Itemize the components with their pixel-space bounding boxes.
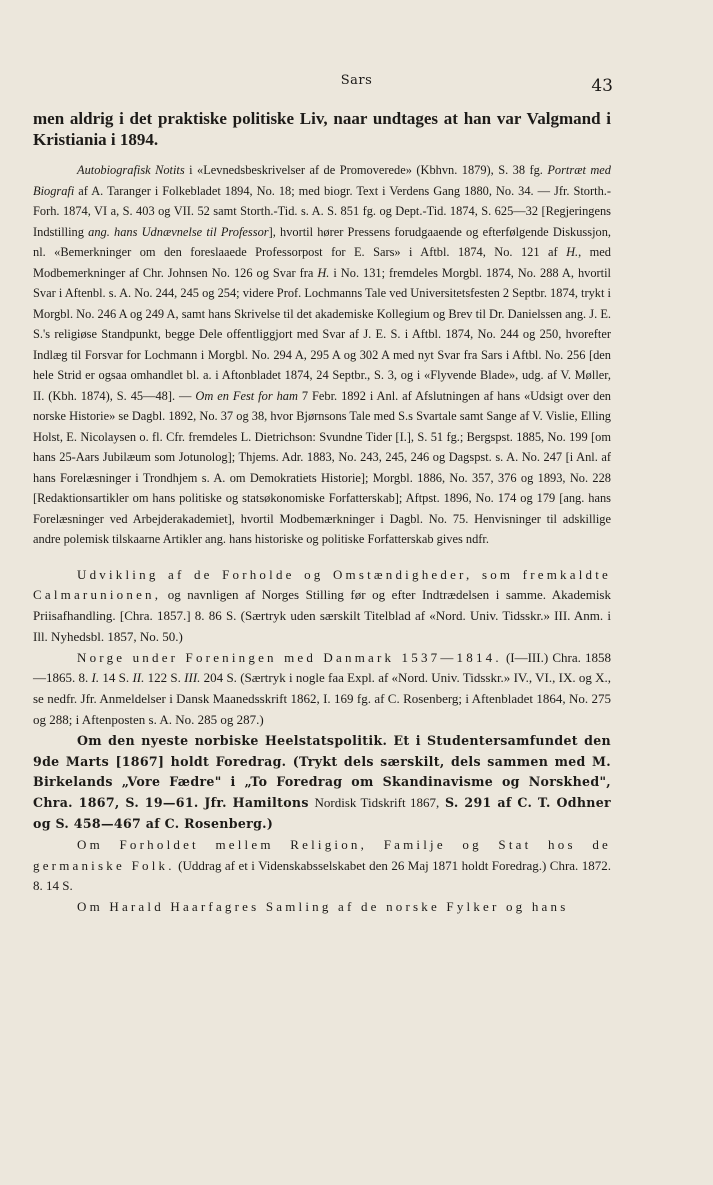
entry-title: Om Harald Haarfagres Samling af de norske Fylker og hans [77,899,569,915]
section-gap [33,550,611,565]
intro-paragraph: men aldrig i det praktiske politiske Liv, naar undtages at han var Valgmand i Kristiania i 1894. [33,109,611,149]
entry-text: 204 S. (Særtryk i nogle faa Expl. af «Nord. Univ. Tidsskr.» IV., VI., IX. og X., se nedfr. Jfr. Anmeldelser i Dansk Maanedsskrift 1862, I. 169 fg. af C. Rosenberg; i Aftenbladet 1864, No. 275 og 288; i Aftenposten s. A. No. 285 og 287.) [33,670,612,728]
notes-text: af A. Taranger i Folkebladet 1894, No. 18; med biogr. Text i Verdens Gang 1880, No. 34. — Jfr. Storth.-Forh. 1874, VI a, S. 403 og VII. 52 samt Storth.-Tid. s. A. S. 851 fg. og Dept.-Tid. 1874, S. 625—32 [Regjeringens Indstilling [33,183,611,239]
bibliography-entry [33,835,611,897]
notes-text: 7 Febr. 1892 i Anl. af Afslutningen af hans «Udsigt over den norske Historie» se Dagbl. 1892, No. 37 og 38, hvor Bjørnsons Tale med S.s Svartale samt Sange af V. Vislie, Elling Holst, E. Nicolaysen o. fl. Cfr. fremdeles L. Dietrichson: Svundne Tider [I.], S. 51 fg.; Bergspst. 1885, No. 199 [om hans 25-Aars Jubilæum som Jotunolog]; Thjems. Adr. 1883, No. 243, 245, 246 og Dagspst. s. A. No. 247 [i Anl. af hans Forelæsninger i Trondhjem s. A. om Demokratiets Historie]; Morgbl. 1886, No. 357, 376 og 1893, No. 228 [Redaktionsartikler om hans politiske og statsøkonomiske Forfatterskab]; Aftpst. 1896, No. 174 og 179 [ang. hans Forelæsninger ved Arbejderakademiet], hvortil Modbemærkninger i Dagbl. No. 75. Henvisninger til adskillige andre polemisk tilskaarne Artikler ang. hans historiske og politiske Forfatterskab gives ndfr. [33,388,612,546]
entry-italic: II. [132,670,145,686]
entry-text: og navnligen af Norges Stilling før og efter Indtrædelsen i samme. Akademisk Priisafhandling. [Chra. 1857.] 8. 86 S. (Særtryk uden særskilt Titelblad af «Nord. Univ. Tidsskr.» III. Anm. i Ill. Nyhedsbl. 1857, No. 50.) [33,587,611,644]
entry-title: Norge under Foreningen med Danmark 1537—1814. [77,649,502,665]
entry-text: S. 291 af C. T. Odhner og S. 458—467 af C. Rosenberg.) [33,795,611,832]
bibliography-entry [33,897,611,918]
entry-title: Om Forholdet mellem Religion, Familje og Stat hos de germaniske Folk. [33,836,611,873]
notes-italic: ang. hans Udnævnelse til Professor [88,224,269,239]
entry-text: 14 S. [99,670,133,686]
page-body [33,108,611,918]
notes-italic: Portræt med Biografi [33,163,611,198]
notes-text: i «Levnedsbeskrivelser af de Promoverede» (Kbhvn. 1879), S. 38 fg. [184,163,548,177]
notes-italic: Autobiografisk Notits [77,163,185,177]
notes-italic: H. [317,265,330,280]
bibliography-entry [33,648,611,731]
entry-text: Et i Studentersamfundet den 9de Marts [1867] holdt Foredrag. (Trykt dels særskilt, dels sammen med M. Birkelands „Vore Fædre" i „To Foredrag om Skandinavisme og Norskhed", Chra. 1867, S. 19—61. Jfr. Hamiltons [33,732,611,811]
notes-italic: H. [566,245,579,259]
page-number: 43 [591,76,613,96]
running-head: Sars [340,73,373,88]
notes-text: ], hvortil hører Pressens forudgaaende og efterfølgende Diskussjon, nl. «Bemerkninger om den foreslaaede Professorpost for E. Sars» i Aftbl. 1874, No. 121 af [33,224,611,259]
bibliography-entry [33,565,611,648]
bibliographic-notes [33,160,611,550]
entry-text: (I—III.) Chra. 1858—1865. 8. [33,649,611,686]
entry-text: Nordisk Tidskrift 1867, [314,795,440,811]
entry-title: Udvikling af de Forholde og Omstændigheder, som fremkaldte Calmarunionen, [33,566,611,603]
notes-italic: Om en Fest for ham [195,388,298,403]
notes-text: i No. 131; fremdeles Morgbl. 1874, No. 288 A, hvortil Svar i Aftenbl. s. A. No. 244, 245 og 254; videre Prof. Lochmanns Tale ved Universitetsfesten 2 Septbr. 1874, trykt i Morgbl. No. 246 A og 249 A, samt hans Skrivelse til det akademiske Kollegium og Brev til Dr. Danielssen ang. J. E. S.'s religiøse Standpunkt, begge Dele offentliggjort med Svar af J. E. S. i Aftbl. 1874, No. 244 og 250, hvorefter Indlæg til Forsvar for Lochmann i Morgbl. No. 294 A, 295 A og 302 A med nyt Svar fra Sars i Aftbl. No. 256 [den hele Strid er ogsaa omhandlet bl. a. i Aftonbladet 1874, 24 Septbr., S. 3, og i «Flyvende Blade», udg. af V. Møller, II. (Kbh. 1874), S. 45—48]. — [33,265,611,403]
entry-title: Om den nyeste norbiske Heelstatspolitik. [77,732,388,748]
entry-italic: I. [91,670,100,686]
bibliography-entry [33,731,611,835]
entry-italic: III. [184,670,201,686]
entry-text: (Uddrag af et i Videnskabsselskabet den 26 Maj 1871 holdt Foredrag.) Chra. 1872. 8. 14 S. [33,857,611,894]
entry-text: 122 S. [144,670,185,686]
notes-text: , med Modbemerkninger af Chr. Johnsen No. 126 og Svar fra [33,245,612,280]
